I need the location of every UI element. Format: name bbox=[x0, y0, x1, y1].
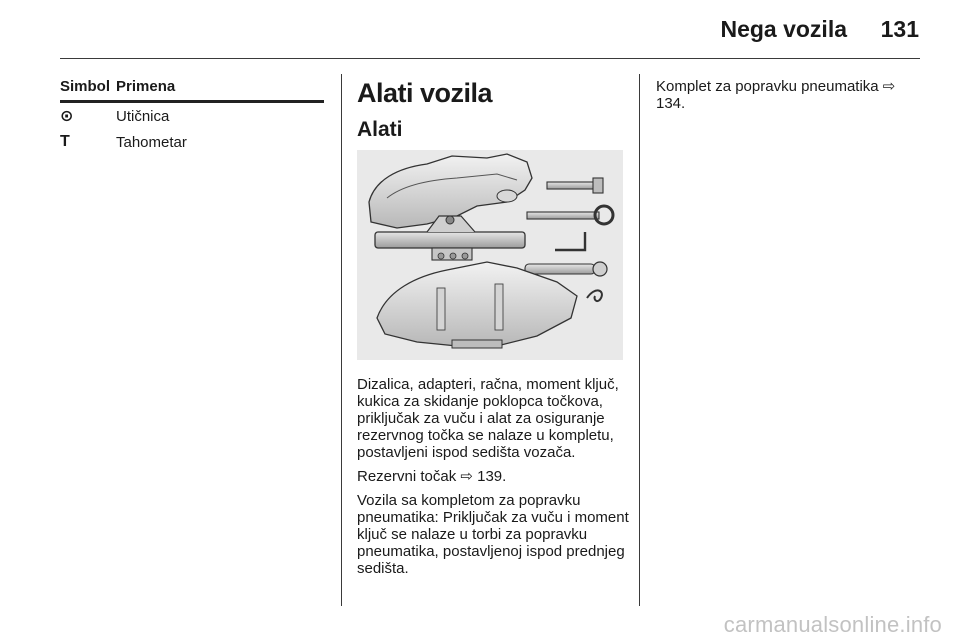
symbol-table bbox=[60, 78, 324, 155]
table-cell-meaning: Tahometar bbox=[116, 133, 187, 151]
page-number: 131 bbox=[880, 16, 919, 42]
bolt bbox=[547, 182, 595, 189]
table-header bbox=[60, 78, 324, 103]
hubcap-hook bbox=[587, 290, 602, 301]
lower-foam-tray bbox=[377, 262, 577, 346]
towing-eye bbox=[527, 212, 599, 219]
header-title: Nega vozila bbox=[720, 16, 847, 42]
table-cell-meaning: Utičnica bbox=[116, 107, 170, 125]
column-header-meaning: Primena bbox=[116, 78, 176, 95]
allen-key bbox=[555, 232, 585, 250]
table-row bbox=[60, 129, 324, 155]
paragraph-tools-location: Dizalica, adapteri, račna, moment ključ, kukica za skidanje poklopca točkova, priključak za vuču i alat za osiguranje rezervnog točka se nalaze u kompletu, postavljeni ispod sedišta vozača. bbox=[357, 376, 619, 461]
header-rule bbox=[60, 58, 920, 59]
paragraph-tyre-repair-kit: Vozila sa kompletom za popravku pneumatika: Priključak za vuču i moment ključ se nalaze u torbi za popravku pneumatika, postavljenoj ispod prednjeg sedišta. bbox=[357, 492, 629, 577]
wheel-wrench bbox=[525, 264, 595, 274]
section-subtitle: Alati bbox=[357, 118, 403, 141]
column-divider bbox=[341, 74, 342, 606]
column-header-symbol: Simbol bbox=[60, 78, 111, 95]
tyre-repair-kit-reference[interactable]: Komplet za popravku pneumatika ⇨ 134. bbox=[656, 78, 896, 112]
tachometer-symbol: T bbox=[60, 133, 70, 150]
jack bbox=[375, 232, 525, 248]
paragraph-spare-wheel-ref[interactable]: Rezervni točak ⇨ 139. bbox=[357, 468, 507, 485]
column-divider bbox=[639, 74, 640, 606]
table-row bbox=[60, 103, 324, 129]
socket-symbol-icon: ⊙ bbox=[60, 108, 74, 125]
watermark: carmanualsonline.info bbox=[723, 612, 942, 637]
section-title: Alati vozila bbox=[357, 78, 493, 108]
vehicle-tools-illustration bbox=[357, 150, 623, 360]
tools-drawing bbox=[357, 150, 623, 360]
